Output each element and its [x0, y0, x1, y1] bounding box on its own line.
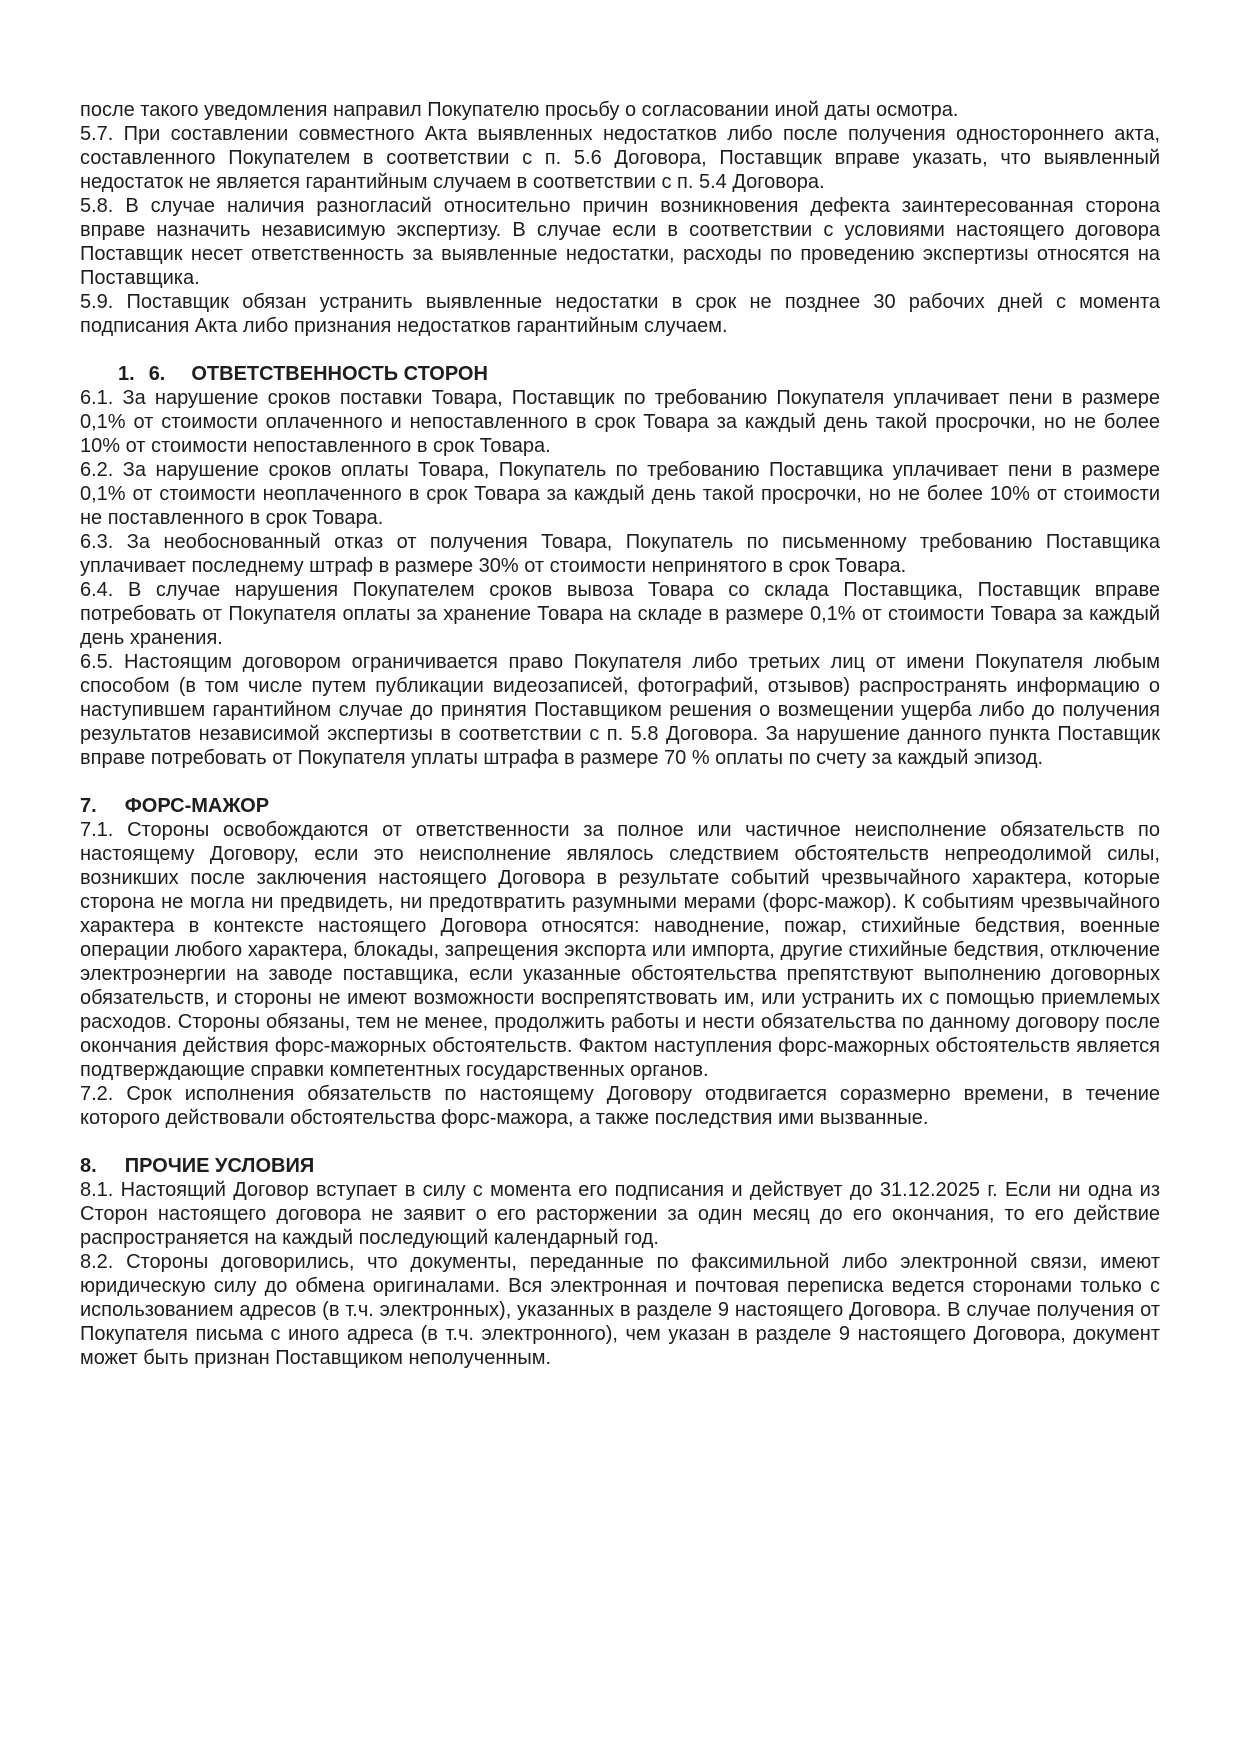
- section-heading-force-majeure: [80, 794, 1160, 818]
- clause-6-5: 6.5. Настоящим договором ограничивается право Покупателя либо третьих лиц от имени Покупателя любым способом (в том числе путем публикации видеозаписей, фотографий, отзывов) распространять информацию о наступившем гарантийном случае до принятия Поставщиком решения о возмещении ущерба либо до получения результатов независимой экспертизы в соответствии с п. 5.8 Договора. За нарушение данного пункта Поставщик вправе потребовать от Покупателя уплаты штрафа в размере 70 % оплаты по счету за каждый эпизод.: [80, 651, 1160, 769]
- clause-6-4: 6.4. В случае нарушения Покупателем сроков вывоза Товара со склада Поставщика, Поставщик вправе потребовать от Покупателя оплаты за хранение Товара на складе в размере 0,1% от стоимости Товара за каждый день хранения.: [80, 579, 1160, 649]
- clause-7-1: 7.1. Стороны освобождаются от ответственности за полное или частичное неисполнение обязательств по настоящему Договору, если это неисполнение являлось следствием обстоятельств непреодолимой силы, возникших после заключения настоящего Договора в результате событий чрезвычайного характера, которые сторона не могла ни предвидеть, ни предотвратить разумными мерами (форс-мажор). К событиям чрезвычайного характера в контексте настоящего Договора относятся: наводнение, пожар, стихийные бедствия, военные операции любого характера, блокады, запрещения экспорта или импорта, другие стихийные бедствия, отключение электроэнергии на заводе поставщика, если указанные обстоятельства препятствуют выполнению договорных обязательств, и стороны не имеют возможности воспрепятствовать им, или устранить их с помощью приемлемых расходов. Стороны обязаны, тем не менее, продолжить работы и нести обязательства по данному договору после окончания действия форс-мажорных обстоятельств. Фактом наступления форс-мажорных обстоятельств является подтверждающие справки компетентных государственных органов.: [80, 819, 1160, 1081]
- clause-5-7: 5.7. При составлении совместного Акта выявленных недостатков либо после получения одностороннего акта, составленного Покупателем в соответствии с п. 5.6 Договора, Поставщик вправе указать, что выявленный недостаток не является гарантийным случаем в соответствии с п. 5.4 Договора.: [80, 123, 1160, 193]
- clause-7-2: 7.2. Срок исполнения обязательств по настоящему Договору отодвигается соразмерно времени, в течение которого действовали обстоятельства форс-мажора, а также последствия ими вызванные.: [80, 1083, 1160, 1129]
- clause-8-1: 8.1. Настоящий Договор вступает в силу с момента его подписания и действует до 31.12.2025 г. Если ни одна из Сторон настоящего договора не заявит о его расторжении за один месяц до его окончания, то его действие распространяется на каждый последующий календарный год.: [80, 1179, 1160, 1249]
- clause-5-8: 5.8. В случае наличия разногласий относительно причин возникновения дефекта заинтересованная сторона вправе назначить независимую экспертизу. В случае если в соответствии с условиями настоящего договора Поставщик несет ответственность за выявленные недостатки, расходы по проведению экспертизы относятся на Поставщика.: [80, 195, 1160, 289]
- heading-number: 7.: [80, 795, 97, 817]
- heading-title: ПРОЧИЕ УСЛОВИЯ: [124, 1155, 315, 1177]
- section-heading-responsibility: [80, 362, 1160, 386]
- clause-5-9: 5.9. Поставщик обязан устранить выявленные недостатки в срок не позднее 30 рабочих дней с момента подписания Акта либо признания недостатков гарантийным случаем.: [80, 291, 1160, 337]
- heading-title: ОТВЕТСТВЕННОСТЬ СТОРОН: [191, 363, 488, 385]
- heading-title: ФОРС-МАЖОР: [124, 795, 270, 817]
- clause-6-2: 6.2. За нарушение сроков оплаты Товара, Покупатель по требованию Поставщика уплачивает пени в размере 0,1% от стоимости неоплаченного в срок Товара за каждый день такой просрочки, но не более 10% от стоимости не поставленного в срок Товара.: [80, 459, 1160, 529]
- section-heading-other-terms: [80, 1154, 1160, 1178]
- heading-number: 6.: [148, 363, 166, 385]
- clause-6-3: 6.3. За необоснованный отказ от получения Товара, Покупатель по письменному требованию Поставщика уплачивает последнему штраф в размере 30% от стоимости непринятого в срок Товара.: [80, 531, 1160, 577]
- paragraph-continuation: после такого уведомления направил Покупателю просьбу о согласовании иной даты осмотра.: [80, 99, 959, 121]
- clause-8-2: 8.2. Стороны договорились, что документы, переданные по факсимильной либо электронной связи, имеют юридическую силу до обмена оригиналами. Вся электронная и почтовая переписка ведется сторонами только с использованием адресов (в т.ч. электронных), указанных в разделе 9 настоящего Договора. В случае получения от Покупателя письма с иного адреса (в т.ч. электронного), чем указан в разделе 9 настоящего Договора, документ может быть признан Поставщиком неполученным.: [80, 1251, 1160, 1369]
- heading-list-marker: 1.: [118, 363, 135, 385]
- heading-number: 8.: [80, 1155, 97, 1177]
- clause-6-1: 6.1. За нарушение сроков поставки Товара, Поставщик по требованию Покупателя уплачивает пени в размере 0,1% от стоимости оплаченного и непоставленного в срок Товара за каждый день такой просрочки, но не более 10% от стоимости непоставленного в срок Товара.: [80, 387, 1160, 457]
